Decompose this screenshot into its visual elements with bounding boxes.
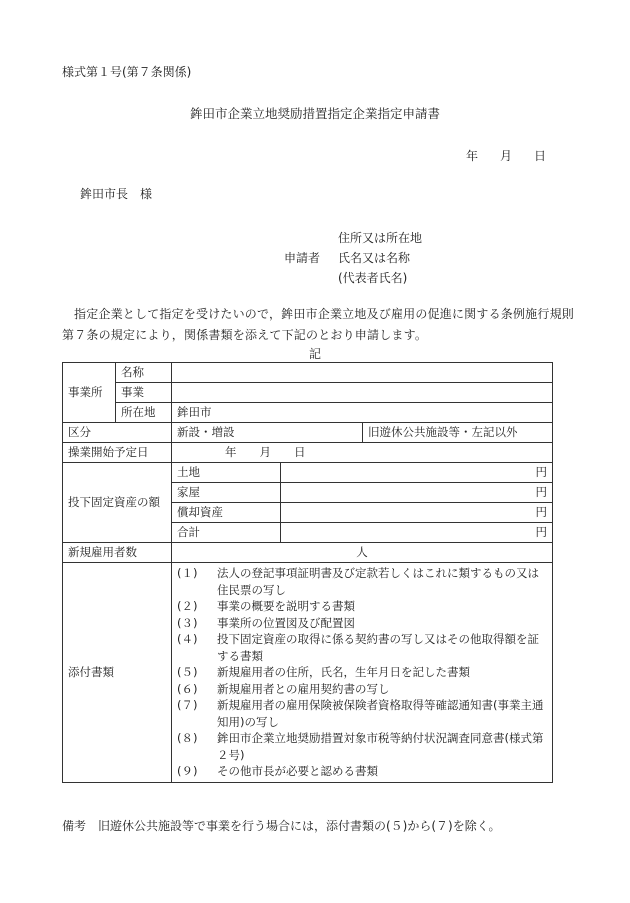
table-row: [63, 363, 553, 383]
asset-total-label: 合計: [172, 523, 281, 543]
asset-house-label: 家屋: [172, 483, 281, 503]
attachments-list: [172, 563, 553, 783]
applicant-block: [284, 228, 422, 288]
business-field[interactable]: [172, 383, 553, 403]
name-field[interactable]: [172, 363, 553, 383]
date-day: 日: [534, 149, 547, 163]
list-item: (２) 事業の概要を説明する書類: [177, 599, 355, 613]
asset-label: 投下固定資産の額: [63, 463, 172, 543]
asset-depreciable-field[interactable]: 円: [281, 503, 553, 523]
form-number: 様式第１号(第７条関係): [62, 65, 192, 79]
table-row: [63, 383, 553, 403]
asset-land-label: 土地: [172, 463, 281, 483]
table-row: [63, 423, 553, 443]
asset-depreciable-label: 償却資産: [172, 503, 281, 523]
list-item: (７) 新規雇用者の雇用保険被保険者資格取得等確認通知書(事業主通知用)の写し: [177, 698, 544, 729]
ki-heading: 記: [308, 347, 321, 361]
list-item: (３) 事業所の位置図及び配置図: [177, 615, 355, 630]
table-row: [63, 443, 553, 463]
table-row: [63, 463, 553, 483]
applicant-name-label: 氏名又は名称: [338, 251, 411, 265]
start-date-field[interactable]: 年 月 日: [172, 443, 553, 463]
employees-label: 新規雇用者数: [63, 543, 172, 563]
table-row: [63, 563, 553, 783]
table-row: [63, 403, 553, 423]
name-label: 名称: [116, 363, 172, 383]
list-item: (６) 新規雇用者との雇用契約書の写し: [177, 681, 390, 696]
intro-text: 指定企業として指定を受けたいので，鉾田市企業立地及び雇用の促進に関する条例施行規則第７条の規定により，関係書類を添えて下記のとおり申請します。: [62, 307, 574, 342]
table-row: [63, 543, 553, 563]
application-table: [62, 362, 553, 783]
applicant-rep-label: (代表者氏名): [338, 271, 408, 285]
employees-field[interactable]: 人: [172, 543, 553, 563]
list-item: (８) 鉾田市企業立地奨励措置対象市税等納付状況調査同意書(様式第２号): [177, 731, 544, 762]
list-item: (５) 新規雇用者の住所，氏名，生年月日を記した書類: [177, 665, 470, 679]
document-title: 鉾田市企業立地奨励措置指定企業指定申請書: [189, 106, 440, 121]
start-date-label: 操業開始予定日: [63, 443, 172, 463]
office-label: 事業所: [63, 363, 116, 423]
date-month: 月: [500, 149, 513, 163]
asset-total-field[interactable]: 円: [281, 523, 553, 543]
list-item: (１) 法人の登記事項証明書及び定款若しくはこれに類するもの又は住民票の写し: [177, 566, 539, 597]
applicant-label: 申請者: [284, 251, 321, 265]
asset-house-field[interactable]: 円: [281, 483, 553, 503]
date-year: 年: [466, 149, 479, 163]
list-item: (４) 投下固定資産の取得に係る契約書の写し又はその他取得額を証する書類: [177, 632, 539, 663]
location-label: 所在地: [116, 403, 172, 423]
list-item: (９) その他市長が必要と認める書類: [177, 764, 378, 778]
category-option-other[interactable]: 旧遊休公共施設等・左記以外: [363, 423, 553, 443]
remarks-note: 備考 旧遊休公共施設等で事業を行う場合には，添付書類の(５)から(７)を除く。: [62, 819, 501, 833]
applicant-address-label: 住所又は所在地: [338, 231, 423, 245]
category-label: 区分: [63, 423, 172, 443]
asset-land-field[interactable]: 円: [281, 463, 553, 483]
addressee: 鉾田市長 様: [80, 187, 153, 201]
date-line: [466, 148, 546, 164]
category-option-new[interactable]: 新設・増設: [172, 423, 363, 443]
attachments-label: 添付書類: [63, 563, 172, 783]
business-label: 事業: [116, 383, 172, 403]
location-field[interactable]: 鉾田市: [172, 403, 553, 423]
